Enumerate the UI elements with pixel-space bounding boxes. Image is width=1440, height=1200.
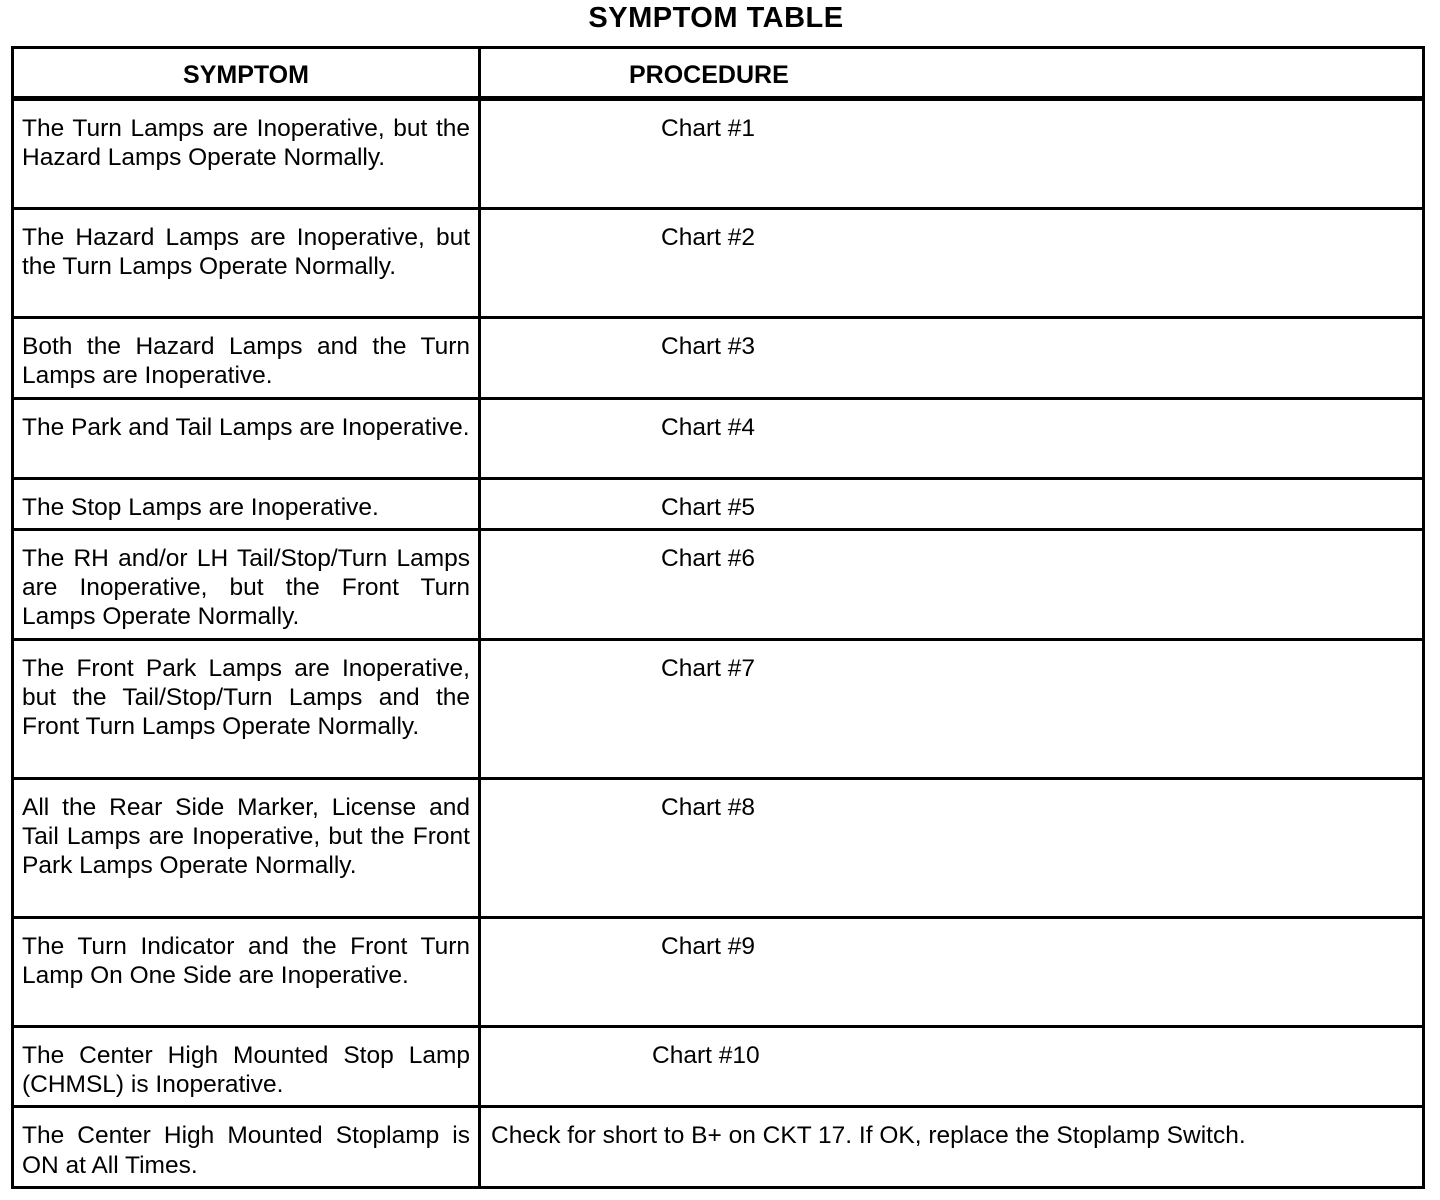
symptom-table xyxy=(11,46,1425,1189)
procedure-cell: Chart #4 xyxy=(480,398,1424,478)
procedure-cell: Chart #2 xyxy=(480,209,1424,318)
symptom-cell: Both the Hazard Lamps and the Turn Lamps are Inoperative. xyxy=(13,318,480,399)
procedure-cell: Chart #7 xyxy=(480,639,1424,778)
table-row xyxy=(13,398,1424,478)
symptom-cell: The Turn Lamps are Inoperative, but the Hazard Lamps Operate Normally. xyxy=(13,99,480,209)
procedure-cell: Check for short to B+ on CKT 17. If OK, replace the Stoplamp Switch. xyxy=(480,1107,1424,1188)
symptom-cell: All the Rear Side Marker, License and Tail Lamps are Inoperative, but the Front Park Lamps Operate Normally. xyxy=(13,778,480,917)
symptom-cell: The RH and/or LH Tail/Stop/Turn Lamps are Inoperative, but the Front Turn Lamps Operate Normally. xyxy=(13,529,480,639)
column-header-symptom: SYMPTOM xyxy=(13,48,480,99)
table-row xyxy=(13,917,1424,1026)
table-row xyxy=(13,778,1424,917)
symptom-cell: The Turn Indicator and the Front Turn Lamp On One Side are Inoperative. xyxy=(13,917,480,1026)
table-row xyxy=(13,1026,1424,1107)
table-row xyxy=(13,529,1424,639)
table-header-row xyxy=(13,48,1424,99)
symptom-cell: The Center High Mounted Stoplamp is ON at All Times. xyxy=(13,1107,480,1188)
procedure-cell: Chart #9 xyxy=(480,917,1424,1026)
procedure-cell: Chart #8 xyxy=(480,778,1424,917)
symptom-cell: The Front Park Lamps are Inoperative, but the Tail/Stop/Turn Lamps and the Front Turn Lamps Operate Normally. xyxy=(13,639,480,778)
page-title: SYMPTOM TABLE xyxy=(588,2,844,34)
procedure-cell: Chart #10 xyxy=(480,1026,1424,1107)
symptom-cell: The Park and Tail Lamps are Inoperative. xyxy=(13,398,480,478)
table-row xyxy=(13,318,1424,399)
procedure-cell: Chart #3 xyxy=(480,318,1424,399)
table-row xyxy=(13,209,1424,318)
table-row xyxy=(13,1107,1424,1188)
procedure-cell: Chart #5 xyxy=(480,478,1424,529)
table-row xyxy=(13,639,1424,778)
table-row xyxy=(13,478,1424,529)
symptom-cell: The Stop Lamps are Inoperative. xyxy=(13,478,480,529)
procedure-cell: Chart #6 xyxy=(480,529,1424,639)
table-row xyxy=(13,99,1424,209)
symptom-cell: The Hazard Lamps are Inoperative, but the Turn Lamps Operate Normally. xyxy=(13,209,480,318)
column-header-procedure: PROCEDURE xyxy=(480,48,1424,99)
symptom-cell: The Center High Mounted Stop Lamp (CHMSL) is Inoperative. xyxy=(13,1026,480,1107)
procedure-cell: Chart #1 xyxy=(480,99,1424,209)
